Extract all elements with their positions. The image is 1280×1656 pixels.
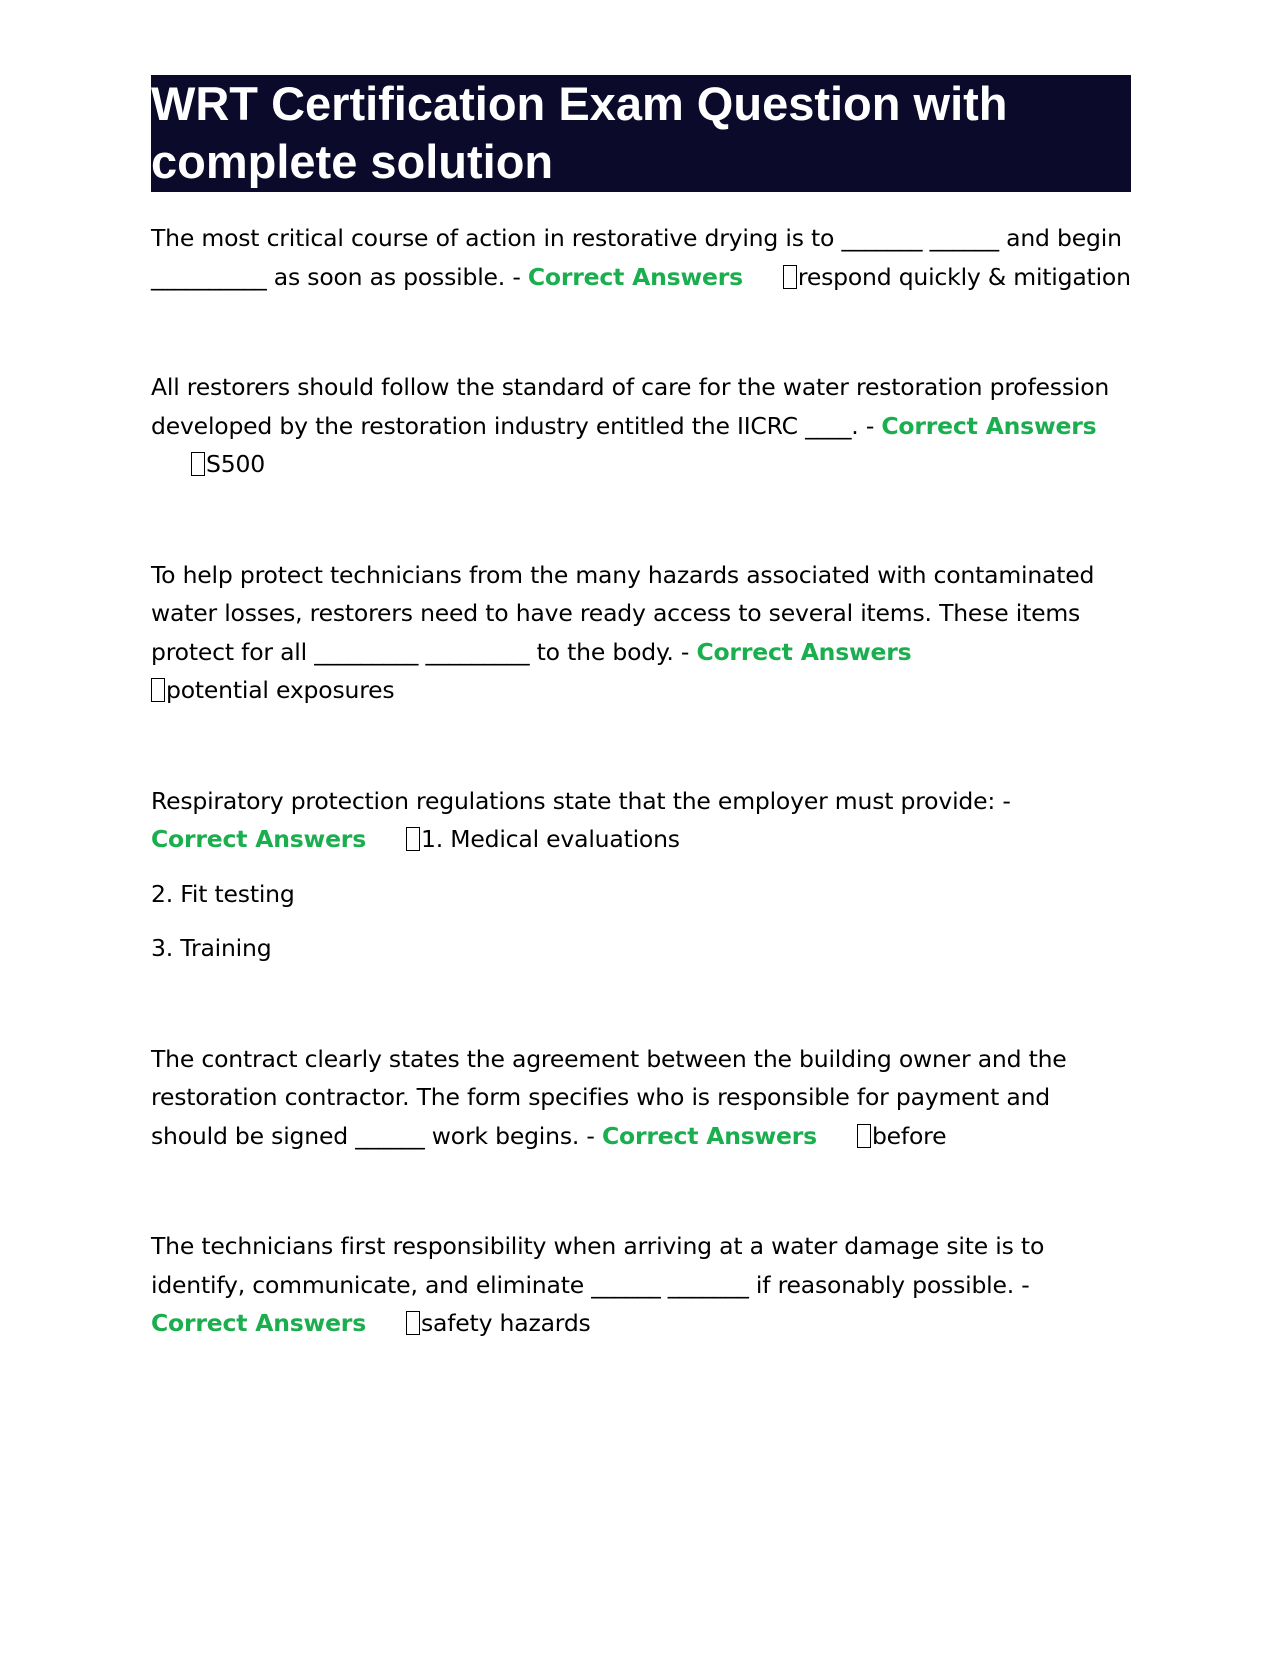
answer-text: S500 <box>206 450 265 478</box>
correct-answers-label: Correct Answers <box>151 825 366 853</box>
missing-glyph-icon <box>406 827 420 851</box>
answer-text: safety hazards <box>420 1309 591 1337</box>
document-title: WRT Certification Exam Question with complete solution <box>151 75 1131 192</box>
correct-answers-label: Correct Answers <box>696 637 912 666</box>
correct-answers-label: Correct Answers <box>151 1309 366 1337</box>
correct-answers-label: Correct Answers <box>601 1121 817 1150</box>
missing-glyph-icon <box>191 452 205 476</box>
question-text: The contract clearly states the agreement between the building owner and the restoration contractor. The form specifies who is responsible for payment and should be signed ______ work begins. - <box>151 1044 1067 1150</box>
answer-text: before <box>871 1121 947 1150</box>
question-text: All restorers should follow the standard of care for the water restoration profession developed by the restoration industry entitled the IICRC ____. - <box>151 373 1110 440</box>
missing-glyph-icon <box>783 265 797 289</box>
answer-text: 1. Medical evaluations <box>420 825 680 853</box>
missing-glyph-icon <box>406 1311 420 1335</box>
correct-answers-label: Correct Answers <box>881 411 1097 440</box>
answer-text: respond quickly & mitigation <box>797 262 1131 291</box>
qa-item <box>151 1227 1131 1343</box>
correct-answers-label: Correct Answers <box>527 262 743 291</box>
question-text: The most critical course of action in restorative drying is to _______ ______ and begin __________ as soon as possible. - <box>151 224 1122 291</box>
missing-glyph-icon <box>857 1124 871 1148</box>
qa-item <box>151 782 1131 859</box>
question-text: To help protect technicians from the many hazards associated with contaminated water losses, restorers need to have ready access to several items. These items protect for all _________ _________ to the body. - <box>151 560 1095 666</box>
qa-item <box>151 556 1131 710</box>
answer-list-item: 3. Training <box>151 934 272 962</box>
question-text: Respiratory protection regulations state that the employer must provide: - <box>151 786 1011 815</box>
qa-item <box>151 368 1131 484</box>
missing-glyph-icon <box>151 678 165 702</box>
qa-item <box>151 1040 1131 1156</box>
document-page <box>151 75 1131 1343</box>
qa-item <box>151 219 1131 296</box>
answer-list-item: 2. Fit testing <box>151 879 295 908</box>
question-text: The technicians first responsibility when arriving at a water damage site is to identify, communicate, and eliminate ______ _______ if reasonably possible. - <box>151 1232 1045 1299</box>
answer-text: potential exposures <box>166 676 395 704</box>
